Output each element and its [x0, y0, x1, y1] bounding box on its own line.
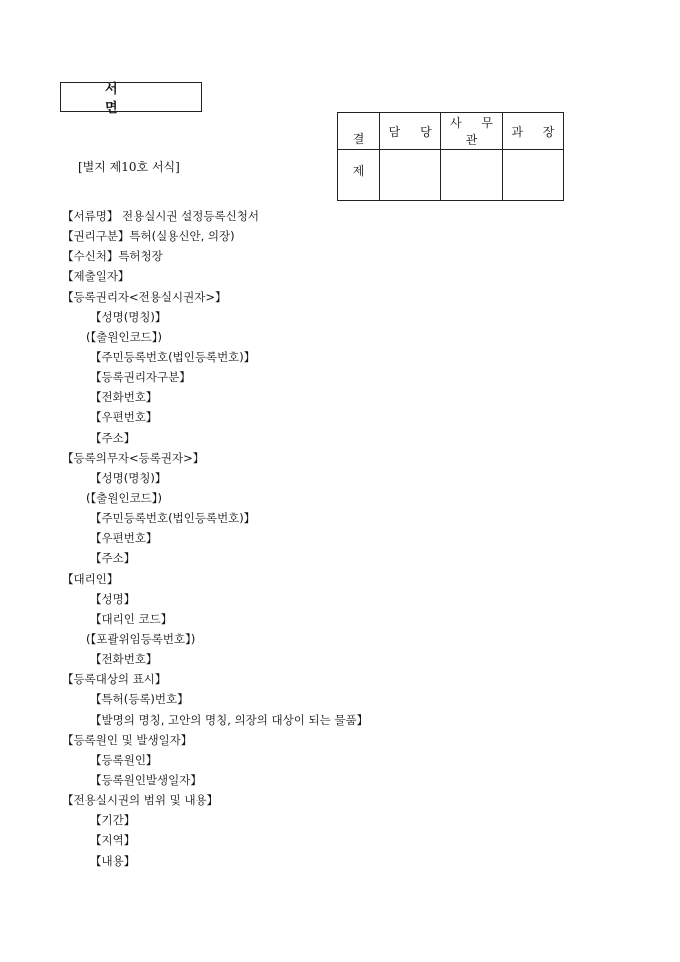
form-field: 【권리구분】특허(실용신안, 의장) — [62, 229, 235, 244]
form-field: 【등록권리자<전용실시권자>】 — [62, 289, 227, 304]
form-field: (【포괄위임등록번호】) — [86, 631, 196, 646]
document-title — [60, 82, 202, 116]
form-field: 【제출일자】 — [62, 269, 130, 284]
form-field: 【전용실시권의 범위 및 내용】 — [62, 793, 219, 808]
approval-header-staff: 담 당 — [380, 113, 441, 150]
form-field: 【등록원인】 — [90, 752, 158, 767]
signature-cell-staff[interactable] — [380, 150, 441, 201]
form-field: 【성명(명칭)】 — [90, 309, 167, 324]
form-field: (【출원인코드】) — [86, 490, 163, 505]
form-field: 【등록의무자<등록권자>】 — [62, 450, 205, 465]
form-field-list — [62, 206, 642, 871]
form-field: 【발명의 명칭, 고안의 명칭, 의장의 대상이 되는 물품】 — [90, 712, 369, 727]
form-field: 【기간】 — [90, 813, 136, 828]
form-field: 【지역】 — [90, 833, 136, 848]
form-field: 【수신처】특허청장 — [62, 249, 163, 264]
approval-side-top: 결 — [338, 113, 380, 150]
form-field: 【서류명】 전용실시권 설정등록신청서 — [62, 209, 259, 223]
form-field: 【내용】 — [90, 853, 136, 868]
document-title-text: 서 면 — [105, 82, 162, 116]
approval-header-manager: 과 장 — [502, 113, 563, 150]
approval-table — [337, 112, 564, 201]
approval-header-officer: 사 무 관 — [441, 113, 502, 150]
form-field: 【전화번호】 — [90, 390, 158, 405]
form-field: 【우편번호】 — [90, 410, 158, 425]
signature-cell-manager[interactable] — [502, 150, 563, 201]
form-field: 【성명】 — [90, 591, 136, 606]
form-field: 【등록원인 및 발생일자】 — [62, 732, 193, 747]
form-number: [별지 제10호 서식] — [78, 160, 180, 174]
form-field: 【전화번호】 — [90, 652, 158, 667]
approval-side-bottom: 제 — [338, 150, 380, 201]
form-field: 【대리인 코드】 — [90, 611, 173, 626]
form-field: 【주소】 — [90, 551, 136, 566]
form-field: 【등록대상의 표시】 — [62, 672, 167, 687]
form-field: 【주민등록번호(법인등록번호)】 — [90, 349, 256, 364]
form-field: 【대리인】 — [62, 571, 119, 586]
form-field: 【등록원인발생일자】 — [90, 772, 202, 787]
form-field: 【주민등록번호(법인등록번호)】 — [90, 511, 256, 526]
form-field: 【등록권리자구분】 — [90, 370, 191, 385]
form-field: 【특허(등록)번호】 — [90, 692, 189, 707]
form-field: 【주소】 — [90, 430, 136, 445]
form-field: 【성명(명칭)】 — [90, 470, 167, 485]
signature-cell-officer[interactable] — [441, 150, 502, 201]
form-field: 【우편번호】 — [90, 531, 158, 546]
form-field: (【출원인코드】) — [86, 329, 163, 344]
